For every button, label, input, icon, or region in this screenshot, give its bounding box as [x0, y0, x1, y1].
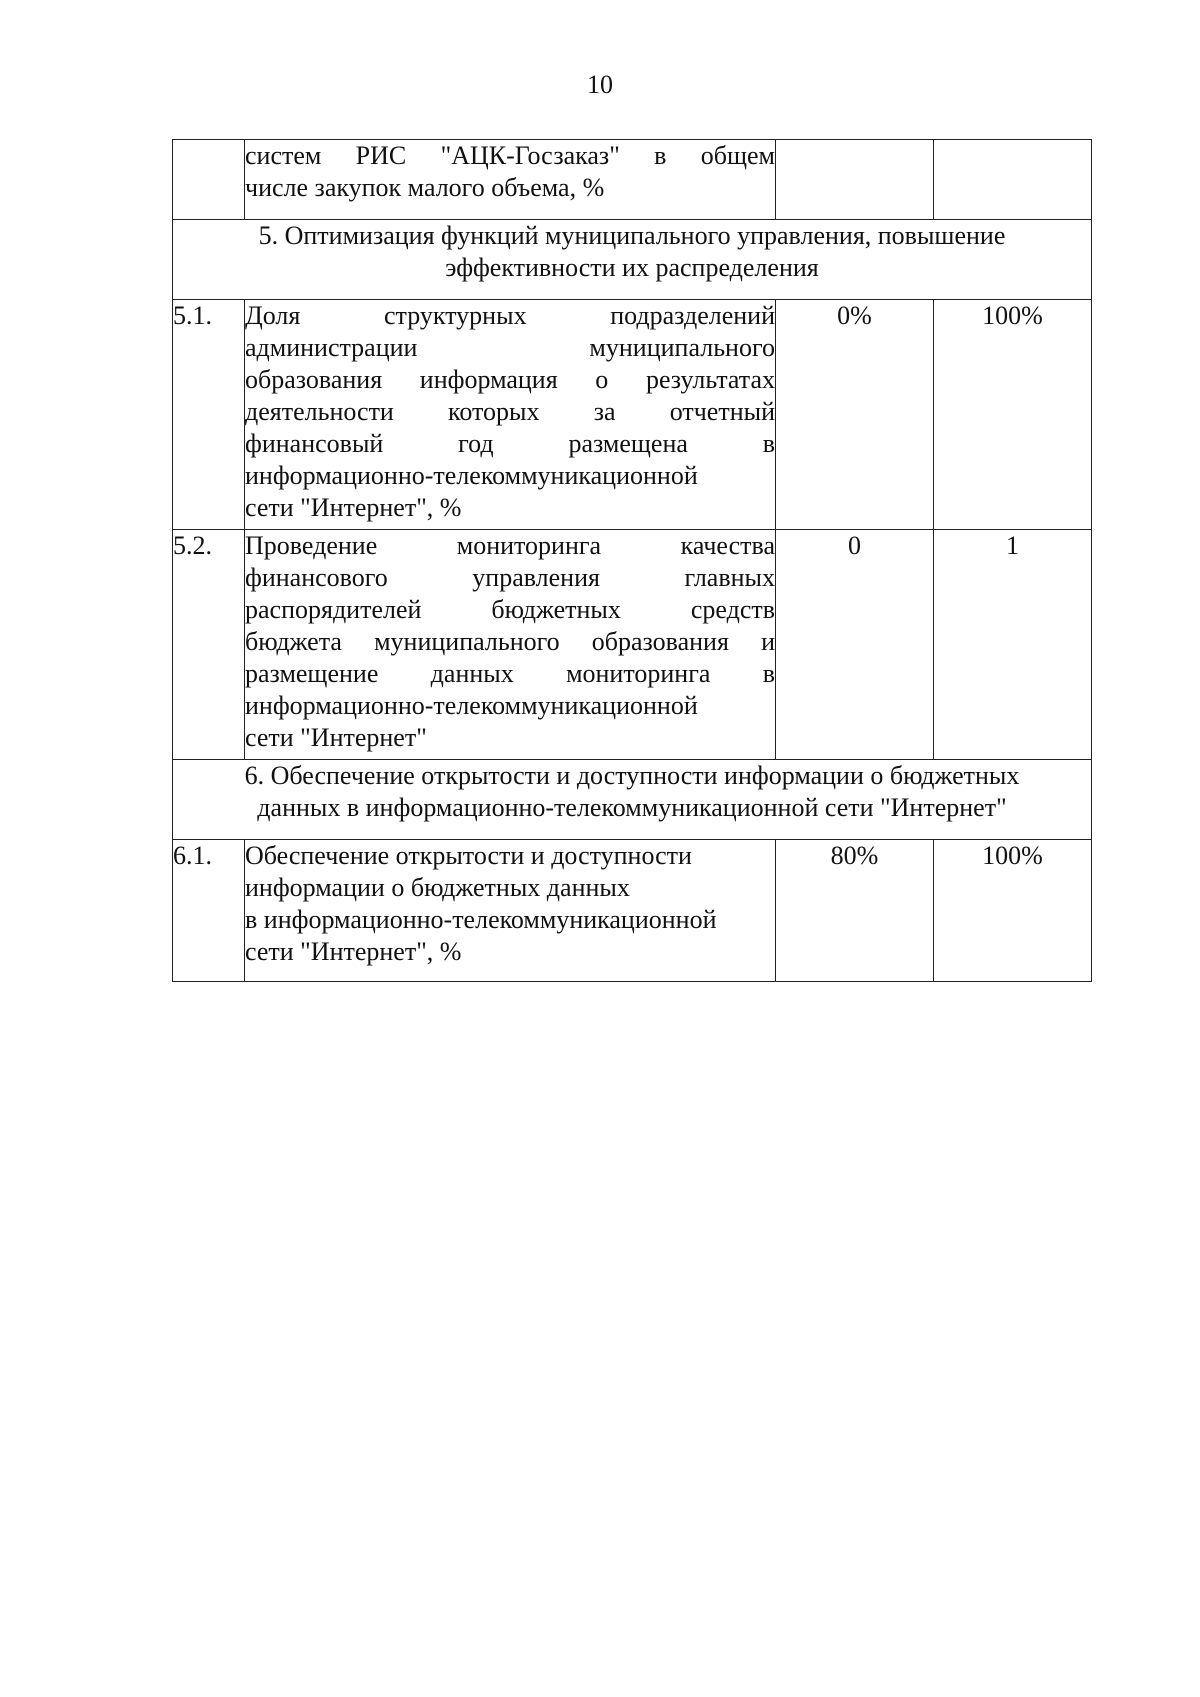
cell-indicator-name: [245, 140, 776, 220]
text-line: размещение данных мониторинга в: [245, 659, 775, 688]
cell-indicator-name: [245, 840, 776, 982]
cell-target-value: 100%: [934, 300, 1092, 530]
text-line: сети "Интернет", %: [245, 937, 462, 966]
section-heading-5: [173, 220, 1092, 300]
text-line: в информационно-телекоммуникационной: [245, 905, 717, 934]
text-line: информационно-телекоммуникационной: [245, 461, 698, 490]
text-line: 5. Оптимизация функций муниципального управления, повышение: [258, 221, 1006, 250]
cell-number: 6.1.: [173, 840, 245, 982]
text-line: информационно-телекоммуникационной: [245, 691, 698, 720]
section-heading-6: [173, 760, 1092, 840]
text-line: Обеспечение открытости и доступности: [245, 841, 692, 870]
cell-target-value: [934, 140, 1092, 220]
text-line: образования информация о результатах: [245, 365, 775, 394]
cell-indicator-name: [245, 530, 776, 760]
text-line: Доля структурных подразделений: [245, 301, 775, 330]
cell-base-value: 0: [776, 530, 934, 760]
text-line: сети "Интернет", %: [245, 493, 462, 522]
text-line: Проведение мониторинга качества: [245, 531, 775, 560]
indicators-table: [172, 139, 1092, 982]
text-line: финансовый год размещена в: [245, 429, 775, 458]
text-line: администрации муниципального: [245, 333, 775, 362]
table-row: [173, 300, 1092, 530]
text-line: финансового управления главных: [245, 563, 775, 592]
cell-number: 5.2.: [173, 530, 245, 760]
page-number: 10: [587, 70, 613, 99]
text-line: бюджета муниципального образования и: [245, 627, 775, 656]
cell-indicator-name: [245, 300, 776, 530]
text-line: систем РИС "АЦК-Госзаказ" в общем: [245, 141, 775, 170]
cell-target-value: 100%: [934, 840, 1092, 982]
cell-base-value: 0%: [776, 300, 934, 530]
table-row: [173, 530, 1092, 760]
text-line: числе закупок малого объема, %: [245, 173, 605, 202]
text-line: распорядителей бюджетных средств: [245, 595, 775, 624]
cell-base-value: 80%: [776, 840, 934, 982]
section-heading-row: [173, 760, 1092, 840]
section-heading-row: [173, 220, 1092, 300]
cell-number: 5.1.: [173, 300, 245, 530]
text-line: информации о бюджетных данных: [245, 873, 630, 902]
text-line: сети "Интернет": [245, 723, 427, 752]
table-row: [173, 840, 1092, 982]
text-line: 6. Обеспечение открытости и доступности информации о бюджетных: [244, 761, 1020, 790]
text-line: данных в информационно-телекоммуникационной сети "Интернет": [257, 793, 1007, 822]
text-line: деятельности которых за отчетный: [245, 397, 775, 426]
cell-number: [173, 140, 245, 220]
text-line: эффективности их распределения: [445, 253, 819, 282]
cell-base-value: [776, 140, 934, 220]
table-row-continued: [173, 140, 1092, 220]
cell-target-value: 1: [934, 530, 1092, 760]
